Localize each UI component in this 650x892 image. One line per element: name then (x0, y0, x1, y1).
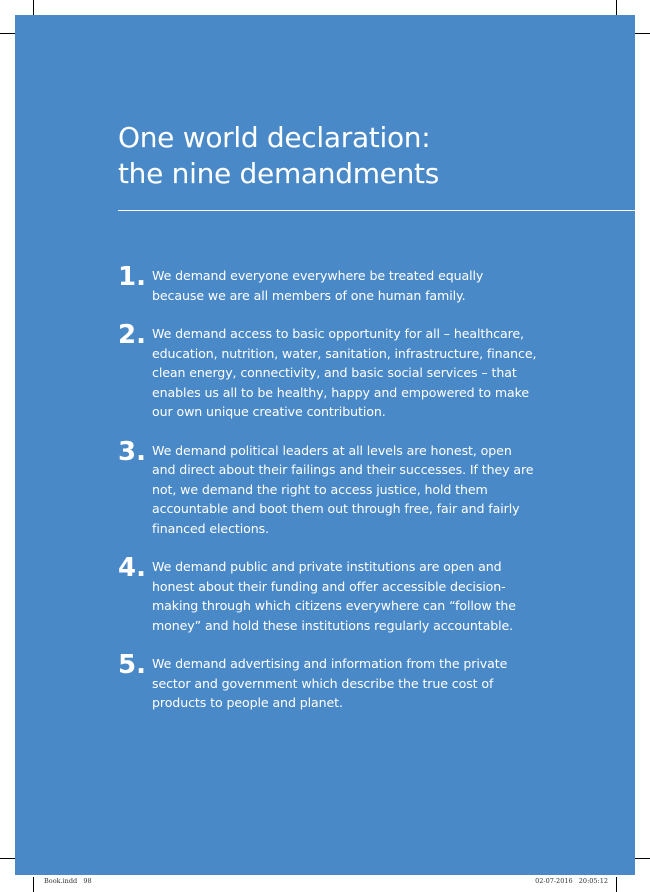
title-divider (118, 210, 635, 211)
demand-text: We demand advertising and information from the private sector and government which describe the true cost of products to people and planet. (152, 656, 508, 710)
demand-number: 1. (118, 262, 146, 292)
crop-mark-top-left-vertical (33, 0, 34, 15)
demand-number: 4. (118, 553, 146, 583)
demand-text: We demand political leaders at all levels are honest, open and direct about their failings and their successes. If they are not, we demand the right to access justice, hold them accountable and boot them out through free, fair and fairly financed elections. (152, 442, 534, 536)
demand-text: We demand public and private institutions are open and honest about their funding and offer accessible decision-making through which citizens everywhere can “follow the money” and hold these institutions regularly accountable. (152, 559, 516, 633)
crop-mark-top-right-horizontal (635, 33, 650, 34)
demand-number: 3. (118, 436, 146, 467)
page-title (118, 120, 439, 192)
title-line-2: the nine demandments (118, 157, 440, 190)
demand-number: 2. (118, 320, 146, 350)
title-line-1: One world declaration: (118, 121, 431, 154)
demand-item (118, 436, 538, 539)
crop-mark-top-left-horizontal (0, 33, 15, 34)
slug-timestamp: 02-07-2016 20:05:12 (535, 877, 608, 885)
crop-mark-top-right-vertical (616, 0, 617, 15)
demand-text: We demand access to basic opportunity for all – healthcare, education, nutrition, water, sanitation, infrastructure, finance, clean energy, connectivity, and basic social services – that enables us all to be healthy, happy and empowered to make our own unique creative contribution. (152, 326, 537, 419)
crop-mark-bottom-right-vertical (616, 877, 617, 892)
demand-item (118, 262, 538, 305)
demand-text: We demand everyone everywhere be treated equally because we are all members of one human family. (152, 268, 484, 303)
demand-item (118, 553, 538, 635)
crop-mark-bottom-right-horizontal (635, 858, 650, 859)
slug-file-info: Book.indd 98 (44, 877, 92, 885)
demand-item (118, 650, 538, 713)
demand-number: 5. (118, 650, 146, 680)
crop-mark-bottom-left-vertical (33, 877, 34, 892)
demand-item (118, 320, 538, 422)
crop-mark-bottom-left-horizontal (0, 858, 15, 859)
demands-list (118, 262, 538, 732)
